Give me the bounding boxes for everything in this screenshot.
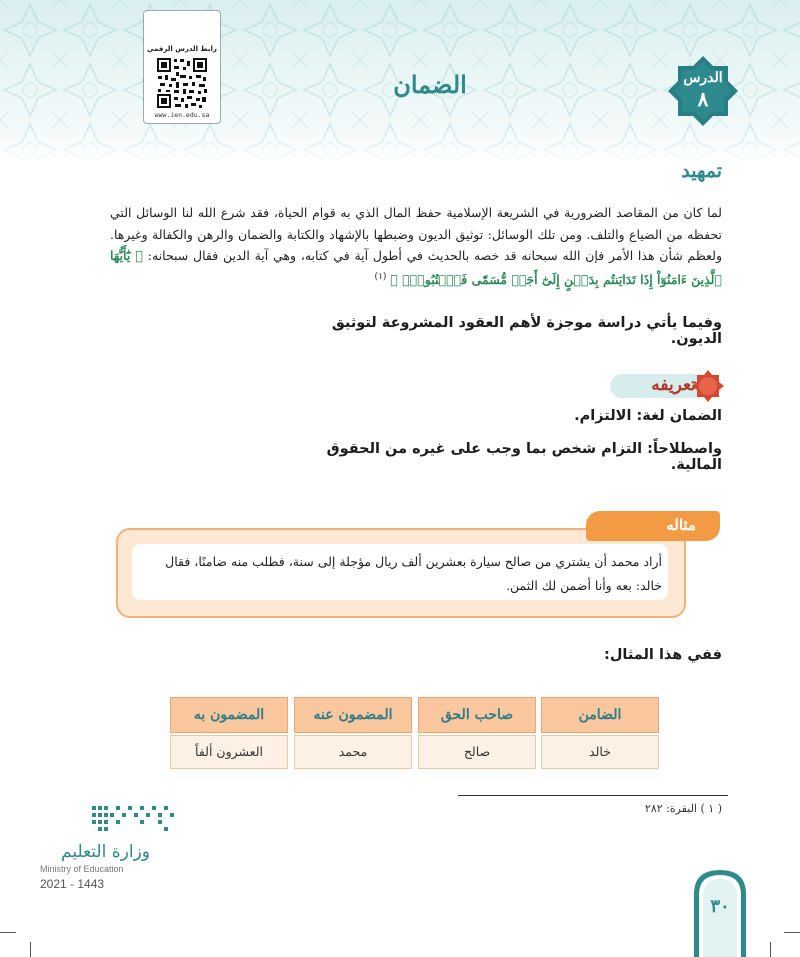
edition-year: 2021 - 1443 [40,877,105,891]
definition-linguistic: الضمان لغة: الالتزام. [574,408,722,424]
example-box [116,528,686,618]
grid-cell: محمد [294,735,412,769]
definition-heading: تعريفه [651,375,696,395]
grid-cell: خالد [541,735,659,769]
intro-heading: تمهيد [681,160,722,182]
grid-cell: العشرون ألفاً [170,735,288,769]
ministry-name-english: Ministry of Education [40,864,124,874]
ministry-logo-icon [40,802,180,838]
intro-paragraph [110,202,722,290]
grid-header: المضمون عنه [294,697,412,733]
grid-header: الضامن [541,697,659,733]
example-tab [586,511,720,541]
crop-mark-bottom-right-v [770,942,771,957]
footnote: ( ١ ) البقرة: ٢٨٢ [644,802,722,815]
crop-mark-bottom-right [784,932,800,933]
lesson-number: ٨ [697,87,709,111]
lesson-badge [668,56,738,126]
definition-badge [610,370,722,402]
qr-label: رابط الدرس الرقمي [147,45,217,53]
example-tab-label: مثاله [666,516,696,534]
grid-column-debtor [294,697,412,769]
grid-cell: صالح [418,735,536,769]
grid-header: المضمون به [170,697,288,733]
qr-code-icon [156,57,208,109]
analysis-heading: ففي هذا المثال: [604,647,722,663]
page-number: ٣٠ [710,896,730,917]
qr-url[interactable]: www.ien.edu.sa [154,111,210,119]
grid-column-creditor [418,697,536,769]
intro-paragraph-text: لما كان من المقاصد الضرورية في الشريعة الإسلامية حفظ المال الذي به قوام الحياة، فقد شرع الله لنا الوسائل التي تحفظه من الضياع والتلف. ومن تلك الوسائل: توثيق الديون وضبطها بالإشهاد والكتابة والضمان والرهن والكفالة وغيرها. ولعظم شأن هذا الأمر فإن الله سبحانه قد خصه بالحديث في أطول آية في كتابه، وهي آية الدين فقال سبحانه: [110,205,722,263]
grid-column-guarantor [541,697,659,769]
example-text: أراد محمد أن يشتري من صالح سيارة بعشرين ألف ريال مؤجلة إلى سنة، فطلب منه ضامنًا، فقال خالد: بعه وأنا أضمن لك الثمن. [165,554,662,593]
crop-mark-bottom-left-v [30,942,31,957]
ministry-name-arabic: وزارة التعليم [61,842,150,862]
qr-code-card[interactable] [143,10,221,124]
example-inner-panel [132,544,668,600]
octagon-star-icon [692,370,724,402]
grid-column-guaranteed-amount [170,697,288,769]
definition-technical: واصطلاحاً: التزام شخص بما وجب على غيره من الحقوق المالية. [326,441,722,473]
footnote-divider [458,795,728,796]
crop-mark-bottom-left [0,932,16,933]
quran-verse: ﴿ يَٰٓأَيُّهَا ٱلَّذِينَ ءَامَنُوٓاْ إِذَا تَدَايَنتُم بِدَيۡنٍ إِلَىٰٓ أَجَلٖ مُّسَمّٗى فَٱكۡتُبُوهُۚ ﴾ [110,248,722,287]
grid-header: صاحب الحق [418,697,536,733]
intro-summary: وفيما يأتي دراسة موجزة لأهم العقود المشروعة لتوثيق الديون. [331,315,722,347]
lesson-label: الدرس [683,70,723,86]
footnote-reference[interactable]: (١) [374,271,387,282]
lesson-title: الضمان [393,70,467,99]
